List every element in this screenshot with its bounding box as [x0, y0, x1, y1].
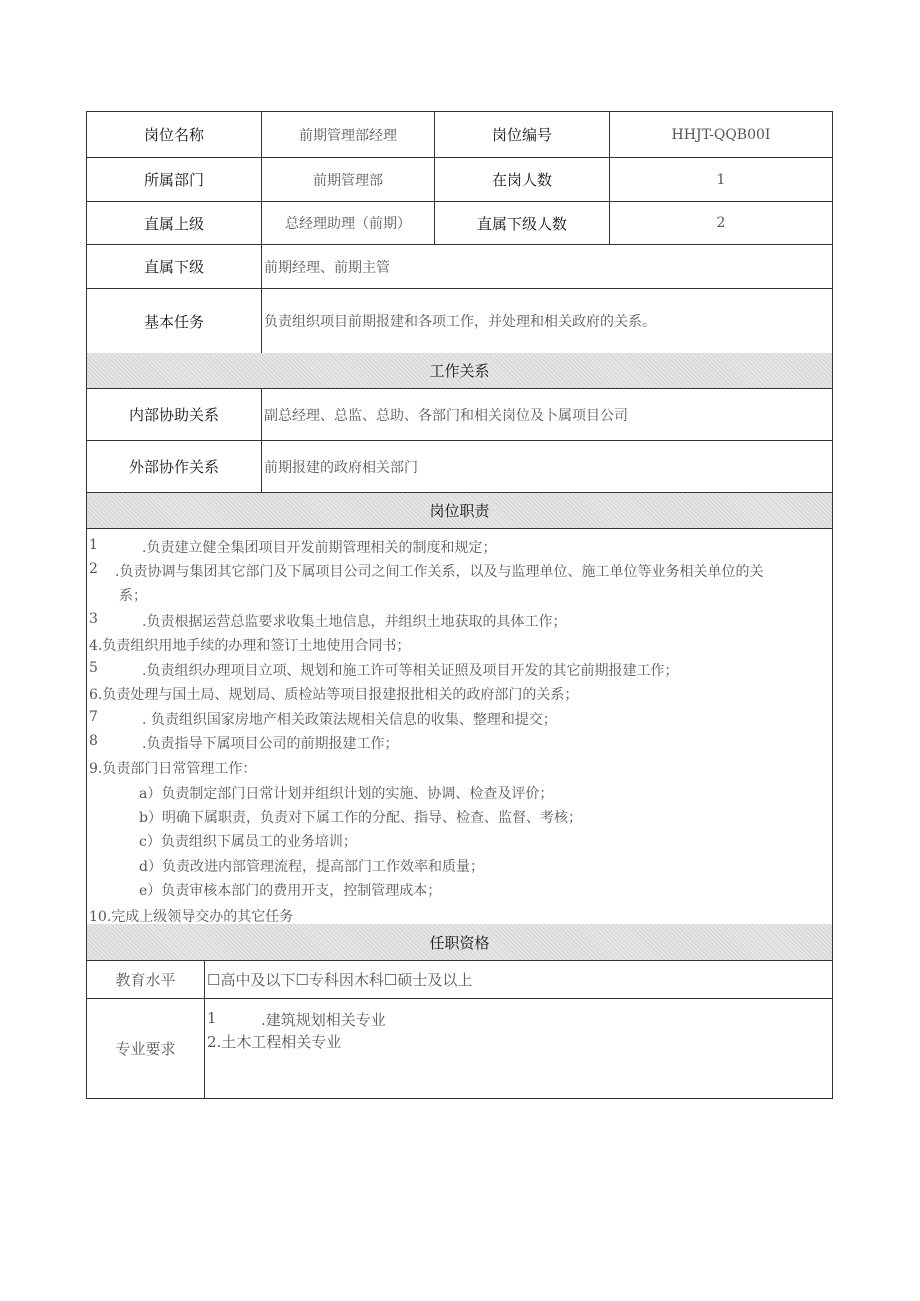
row-position — [87, 112, 832, 158]
row-task — [87, 289, 832, 353]
external: 前期报建的政府相关部门 — [261, 441, 832, 492]
major-1-num: 1 — [207, 1009, 217, 1027]
duty-item: b）明确下属职责，负责对下属工作的分配、指导、检查、监督、考核； — [139, 810, 582, 826]
row-internal — [87, 389, 832, 441]
position-name: 前期管理部经理 — [261, 112, 434, 157]
department-label: 所属部门 — [143, 171, 204, 189]
subordinates: 前期经理、前期主管 — [261, 245, 832, 288]
duty-item: a）负责制定部门日常计划并组织计划的实施、协调、检查及评价； — [139, 786, 554, 802]
internal-label: 内部协助关系 — [128, 406, 219, 424]
duty-item: e）负责审核本部门的费用开支，控制管理成本； — [139, 883, 442, 899]
major-1: .建筑规划相关专业 — [261, 1011, 386, 1029]
duty-item: .负责协调与集团其它部门及下属项目公司之间工作关系，以及与监理单位、施工单位等业务相关单位的关 — [115, 564, 764, 580]
qualifications-title: 任职资格 — [87, 924, 832, 960]
duty-number: 1 — [89, 537, 98, 553]
position-code-label: 岗位编号 — [434, 112, 609, 157]
row-major — [87, 999, 832, 1098]
subordinate-count-label: 直属下级人数 — [434, 202, 609, 244]
relations-header — [87, 353, 832, 389]
duty-item: 6.负责处理与国土局、规划局、质检站等项目报建报批相关的政府部门的关系； — [89, 687, 579, 703]
internal: 副总经理、总监、总助、各部门和相关岗位及卜属项目公司 — [261, 389, 832, 440]
education: ☐高中及以下☐专科因木科☐硕士及以上 — [204, 961, 832, 998]
external-label: 外部协作关系 — [128, 458, 219, 476]
headcount: 1 — [609, 158, 832, 201]
task: 负责组织项目前期报建和各项工作，并处理和相关政府的关系。 — [261, 289, 832, 353]
duty-number: 5 — [89, 660, 98, 676]
education-label: 教育水平 — [115, 971, 176, 989]
duty-item: 10.完成上级领导交办的其它任务 — [89, 909, 294, 925]
duty-item: 4.负责组织用地手续的办理和签订土地使用合同书； — [89, 638, 411, 654]
position-code: HHJT-QQB00I — [609, 112, 832, 157]
duty-item: .负责根据运营总监要求收集土地信息，并组织土地获取的具体工作； — [142, 614, 567, 630]
subordinate-count: 2 — [609, 202, 832, 244]
superior: 总经理助理（前期） — [261, 202, 434, 244]
task-label: 基本任务 — [143, 312, 204, 331]
row-education — [87, 961, 832, 999]
duties-title: 岗位职责 — [87, 493, 832, 528]
duty-item: 9.负责部门日常管理工作： — [89, 761, 257, 777]
duty-item: . 负责组织国家房地产相关政策法规相关信息的收集、整理和提交； — [142, 712, 557, 728]
superior-label: 直属上级 — [143, 214, 204, 233]
row-superior — [87, 202, 832, 245]
headcount-label: 在岗人数 — [434, 158, 609, 201]
duty-item: .负责组织办理项目立项、规划和施工许可等相关证照及项目开发的其它前期报建工作； — [142, 663, 679, 679]
row-external — [87, 441, 832, 493]
duty-item: .负责建立健全集团项目开发前期管理相关的制度和规定； — [142, 540, 497, 556]
duty-item: d）负责改进内部管理流程，提高部门工作效率和质量； — [139, 859, 484, 875]
duty-number: 2 — [89, 561, 98, 577]
job-description-table — [86, 111, 833, 1099]
row-department — [87, 158, 832, 202]
duty-item: 系； — [119, 588, 147, 604]
row-subordinates — [87, 245, 832, 289]
duties-list — [87, 529, 832, 925]
duty-item: c）负责组织下属员工的业务培训； — [139, 834, 357, 850]
subordinates-label: 直属下级 — [143, 258, 204, 276]
duty-number: 7 — [89, 709, 98, 725]
major-2: 2.土木工程相关专业 — [207, 1033, 342, 1051]
department: 前期管理部 — [261, 158, 434, 201]
relations-title: 工作关系 — [87, 353, 832, 388]
position-name-label: 岗位名称 — [143, 126, 204, 144]
qualifications-header — [87, 924, 832, 961]
major-cell — [204, 999, 832, 1098]
duties-header — [87, 493, 832, 529]
duty-item: .负责指导下属项目公司的前期报建工作； — [142, 736, 399, 752]
major-label: 专业要求 — [115, 1040, 176, 1058]
duty-number: 3 — [89, 611, 98, 627]
duty-number: 8 — [89, 733, 98, 749]
